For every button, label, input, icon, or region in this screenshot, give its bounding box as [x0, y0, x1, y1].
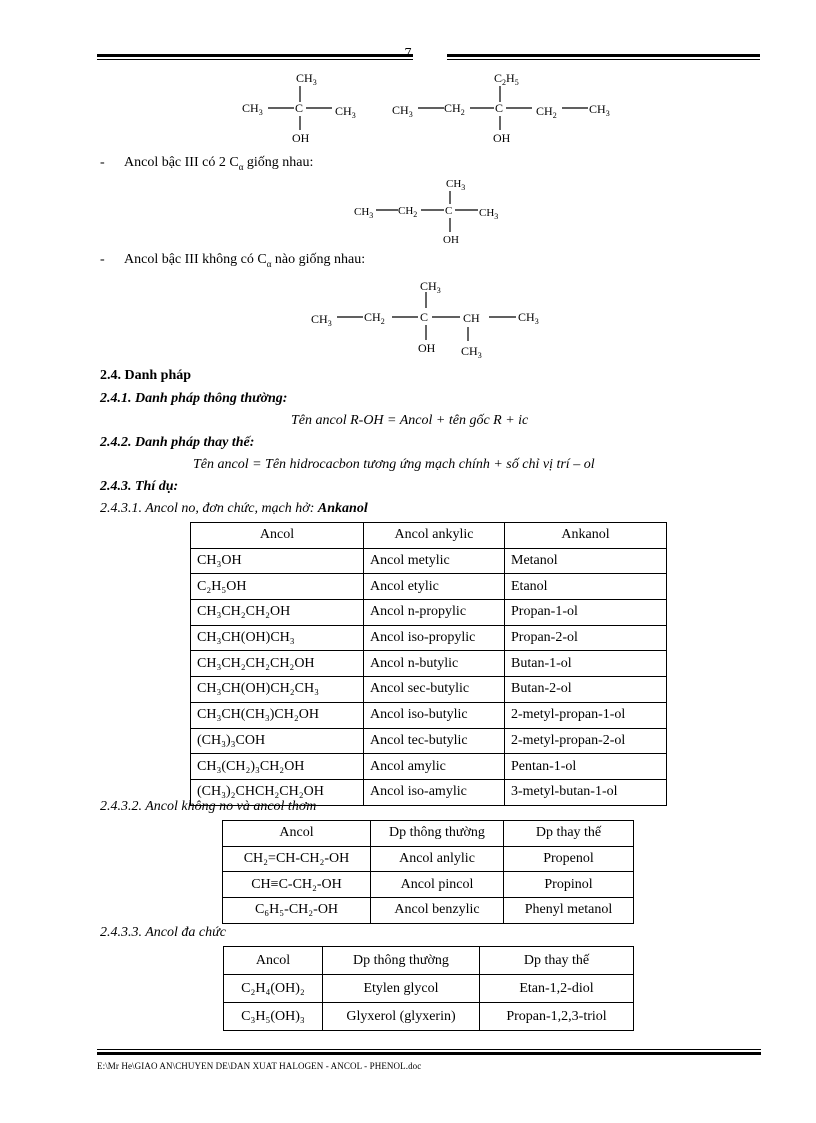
heading-2-4-2: 2.4.2. Danh pháp thay thế:	[100, 435, 255, 450]
heading-2-4: 2.4. Danh pháp	[100, 368, 192, 383]
table-cell: Ancol iso-propylic	[364, 625, 505, 651]
bullet-text: Ancol bậc III có 2 $C_\alpha$ giống nhau:	[124, 155, 314, 172]
struct-text: $CH_2$	[398, 205, 418, 219]
structure-bottom	[311, 279, 539, 360]
table-unsaturated-aromatic	[222, 820, 634, 924]
table-cell: Phenyl metanol	[504, 898, 634, 924]
table-cell: C₆H₅-CH₂-OH	[223, 898, 371, 924]
struct-text: OH	[493, 131, 511, 145]
structure-top-right	[392, 71, 610, 145]
table-cell: (CH₃)₂CHCH₂CH₂OH	[191, 779, 364, 805]
struct-text: $CH_3$	[392, 103, 413, 119]
table-header-cell: Dp thay thế	[480, 947, 634, 975]
table-row	[223, 846, 634, 872]
table-cell: Ancol sec-butylic	[364, 677, 505, 703]
table-cell: CH₃CH₂CH₂CH₂OH	[191, 651, 364, 677]
table-cell: CH₂=CH-CH₂-OH	[223, 846, 371, 872]
table-cell: CH₃OH	[191, 548, 364, 574]
table-cell: Propenol	[504, 846, 634, 872]
table-cell: Ancol tec-butylic	[364, 728, 505, 754]
table-row	[191, 574, 667, 600]
chem-structures	[0, 0, 816, 365]
heading-2-4-3: 2.4.3. Thí dụ:	[100, 479, 179, 494]
heading-2-4-3-3: 2.4.3.3. Ancol đa chức	[100, 925, 226, 940]
formula-common-name: Tên ancol R-OH = Ancol + tên gốc R + ic	[291, 413, 529, 428]
table-cell: Ancol anlylic	[371, 846, 504, 872]
table-cell: Propan-1-ol	[505, 600, 667, 626]
table-header-row	[191, 523, 667, 549]
struct-text: $CH_3$	[518, 310, 539, 326]
table-cell: C₂H₅OH	[191, 574, 364, 600]
struct-text: OH	[418, 341, 436, 355]
table-header-cell: Ancol ankylic	[364, 523, 505, 549]
table-cell: Ancol n-butylic	[364, 651, 505, 677]
struct-text: $C_2H_5$	[494, 71, 519, 87]
struct-text: $CH_3$	[335, 104, 356, 120]
struct-text: $CH_3$	[296, 71, 317, 87]
table-cell: 2-metyl-propan-1-ol	[505, 702, 667, 728]
table-header-cell: Dp thông thường	[323, 947, 480, 975]
struct-text: C	[495, 101, 504, 115]
table-cell: Ancol etylic	[364, 574, 505, 600]
heading-2-4-3-1-prefix: 2.4.3.1. Ancol no, đơn chức, mạch hở:	[100, 501, 318, 516]
table-cell: CH₃CH(OH)CH₃	[191, 625, 364, 651]
table-ankanol	[190, 522, 667, 806]
table-cell: C₂H₄(OH)₂	[224, 975, 323, 1003]
struct-text: $CH_2$	[536, 104, 557, 120]
table-header-cell: Dp thay thế	[504, 821, 634, 847]
table-header-cell: Ancol	[191, 523, 364, 549]
struct-text: $CH_3$	[461, 344, 482, 360]
table-row	[191, 702, 667, 728]
table-polyol	[223, 946, 634, 1031]
table-header-cell: Dp thông thường	[371, 821, 504, 847]
table-cell: Ancol iso-amylic	[364, 779, 505, 805]
table-cell: Etylen glycol	[323, 975, 480, 1003]
table-cell: CH₃CH(OH)CH₂CH₃	[191, 677, 364, 703]
struct-text: $CH_3$	[446, 178, 466, 192]
table-cell: CH₃CH(CH₃)CH₂OH	[191, 702, 364, 728]
table-cell: Ancol pincol	[371, 872, 504, 898]
struct-text: $CH_3$	[311, 312, 332, 328]
table-cell: 3-metyl-butan-1-ol	[505, 779, 667, 805]
table-row	[191, 600, 667, 626]
table-header-cell: Ankanol	[505, 523, 667, 549]
table-cell: Propan-1,2,3-triol	[480, 1003, 634, 1031]
table-cell: Pentan-1-ol	[505, 754, 667, 780]
heading-2-4-3-1-bold: Ankanol	[317, 501, 368, 516]
table-header-row	[224, 947, 634, 975]
structure-middle	[354, 178, 498, 246]
table-row	[224, 1003, 634, 1031]
table-row	[191, 651, 667, 677]
table-row	[191, 754, 667, 780]
struct-text: $CH_3$	[354, 206, 374, 220]
table-header-row	[223, 821, 634, 847]
struct-text: C	[295, 101, 304, 115]
table-cell: Ancol metylic	[364, 548, 505, 574]
table-cell: CH₃CH₂CH₂OH	[191, 600, 364, 626]
table-cell: 2-metyl-propan-2-ol	[505, 728, 667, 754]
table-cell: Ancol amylic	[364, 754, 505, 780]
table-cell: Propan-2-ol	[505, 625, 667, 651]
table-cell: Etanol	[505, 574, 667, 600]
table-cell: Butan-1-ol	[505, 651, 667, 677]
table-cell: Ancol benzylic	[371, 898, 504, 924]
table-cell: Butan-2-ol	[505, 677, 667, 703]
table-row	[191, 728, 667, 754]
table-cell: Propinol	[504, 872, 634, 898]
footer-rule	[97, 1049, 761, 1055]
bullet-dash: -	[100, 155, 105, 170]
page-number: 7	[404, 46, 412, 61]
struct-text: $CH_3$	[242, 101, 263, 117]
struct-text: $CH_3$	[589, 102, 610, 118]
table-row	[191, 677, 667, 703]
bullet-item-1	[100, 155, 313, 172]
table-cell: Glyxerol (glyxerin)	[323, 1003, 480, 1031]
heading-2-4-1: 2.4.1. Danh pháp thông thường:	[100, 391, 288, 406]
struct-text: $CH_2$	[364, 310, 385, 326]
bullet-dash: -	[100, 252, 105, 267]
table-row	[191, 625, 667, 651]
table-cell: Ancol iso-butylic	[364, 702, 505, 728]
struct-text: CH	[463, 311, 480, 325]
table-row	[191, 548, 667, 574]
table-cell: Ancol n-propylic	[364, 600, 505, 626]
bullet-text: Ancol bậc III không có $C_\alpha$ nào giống nhau:	[124, 252, 366, 269]
table-header-cell: Ancol	[223, 821, 371, 847]
struct-text: OH	[292, 131, 310, 145]
struct-text: $CH_3$	[479, 207, 499, 221]
heading-2-4-3-1	[100, 501, 368, 517]
table-cell: C₃H₅(OH)₃	[224, 1003, 323, 1031]
table-cell: CH≡C-CH₂-OH	[223, 872, 371, 898]
struct-text: C	[445, 205, 453, 217]
struct-text: $CH_3$	[420, 279, 441, 295]
table-row	[223, 872, 634, 898]
table-cell: Etan-1,2-diol	[480, 975, 634, 1003]
structure-tert-butanol	[242, 71, 356, 145]
heading-2-4-3-2: 2.4.3.2. Ancol không no và ancol thơm	[100, 799, 317, 814]
struct-text: OH	[443, 234, 459, 246]
bullet-item-2	[100, 252, 365, 269]
table-cell: CH₃(CH₂)₃CH₂OH	[191, 754, 364, 780]
table-cell: (CH₃)₃COH	[191, 728, 364, 754]
table-header-cell: Ancol	[224, 947, 323, 975]
table-cell: Metanol	[505, 548, 667, 574]
footer-file-path: E:\Mr He\GIAO AN\CHUYEN DE\DAN XUAT HALOGEN - ANCOL - PHENOL.doc	[97, 1061, 422, 1071]
struct-text: C	[420, 310, 429, 324]
table-row	[224, 975, 634, 1003]
struct-text: $CH_2$	[444, 101, 465, 117]
formula-substitutive-name: Tên ancol = Tên hidrocacbon tương ứng mạch chính + số chỉ vị trí – ol	[193, 457, 595, 472]
table-row	[223, 898, 634, 924]
